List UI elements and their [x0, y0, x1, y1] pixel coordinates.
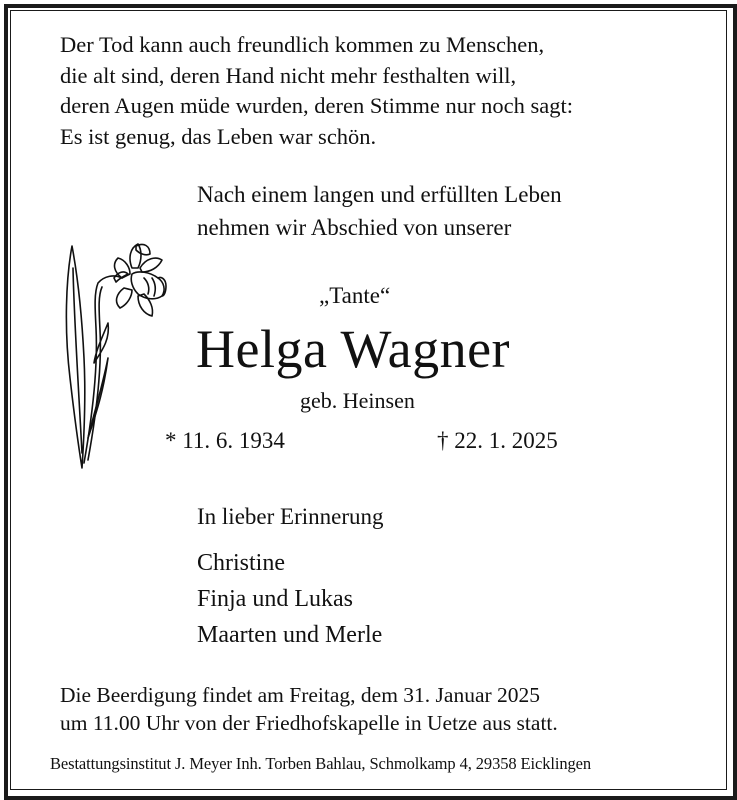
birth-date: * 11. 6. 1934 — [165, 428, 285, 453]
funeral-info — [60, 681, 558, 737]
deceased-name: Helga Wagner — [196, 319, 511, 379]
undertaker-info: Bestattungsinstitut J. Meyer Inh. Torben Bahlau, Schmolkamp 4, 29358 Eicklingen — [50, 754, 592, 773]
poem-line: Der Tod kann auch freundlich kommen zu Menschen, — [60, 32, 545, 57]
mourner-name: Christine — [197, 550, 285, 576]
death-date: † 22. 1. 2025 — [437, 428, 558, 453]
daffodil-icon — [58, 238, 178, 473]
funeral-line: um 11.00 Uhr von der Friedhofskapelle in Uetze aus statt. — [60, 711, 558, 735]
poem — [60, 30, 573, 152]
poem-line: deren Augen müde wurden, deren Stimme nur noch sagt: — [60, 93, 573, 118]
intro-line: Nach einem langen und erfüllten Leben — [197, 182, 562, 207]
birth-name: geb. Heinsen — [300, 388, 415, 413]
nickname: „Tante“ — [319, 283, 391, 308]
intro-line: nehmen wir Abschied von unserer — [197, 215, 512, 240]
poem-line: die alt sind, deren Hand nicht mehr festhalten will, — [60, 62, 517, 88]
funeral-line: Die Beerdigung findet am Freitag, dem 31. Januar 2025 — [60, 683, 541, 707]
memory-line: In lieber Erinnerung — [197, 504, 384, 529]
mourners-list — [197, 545, 382, 653]
mourner-name: Maarten und Merle — [197, 622, 383, 648]
intro-text — [197, 178, 562, 244]
mourner-name: Finja und Lukas — [197, 586, 353, 612]
poem-line: Es ist genug, das Leben war schön. — [60, 123, 377, 149]
